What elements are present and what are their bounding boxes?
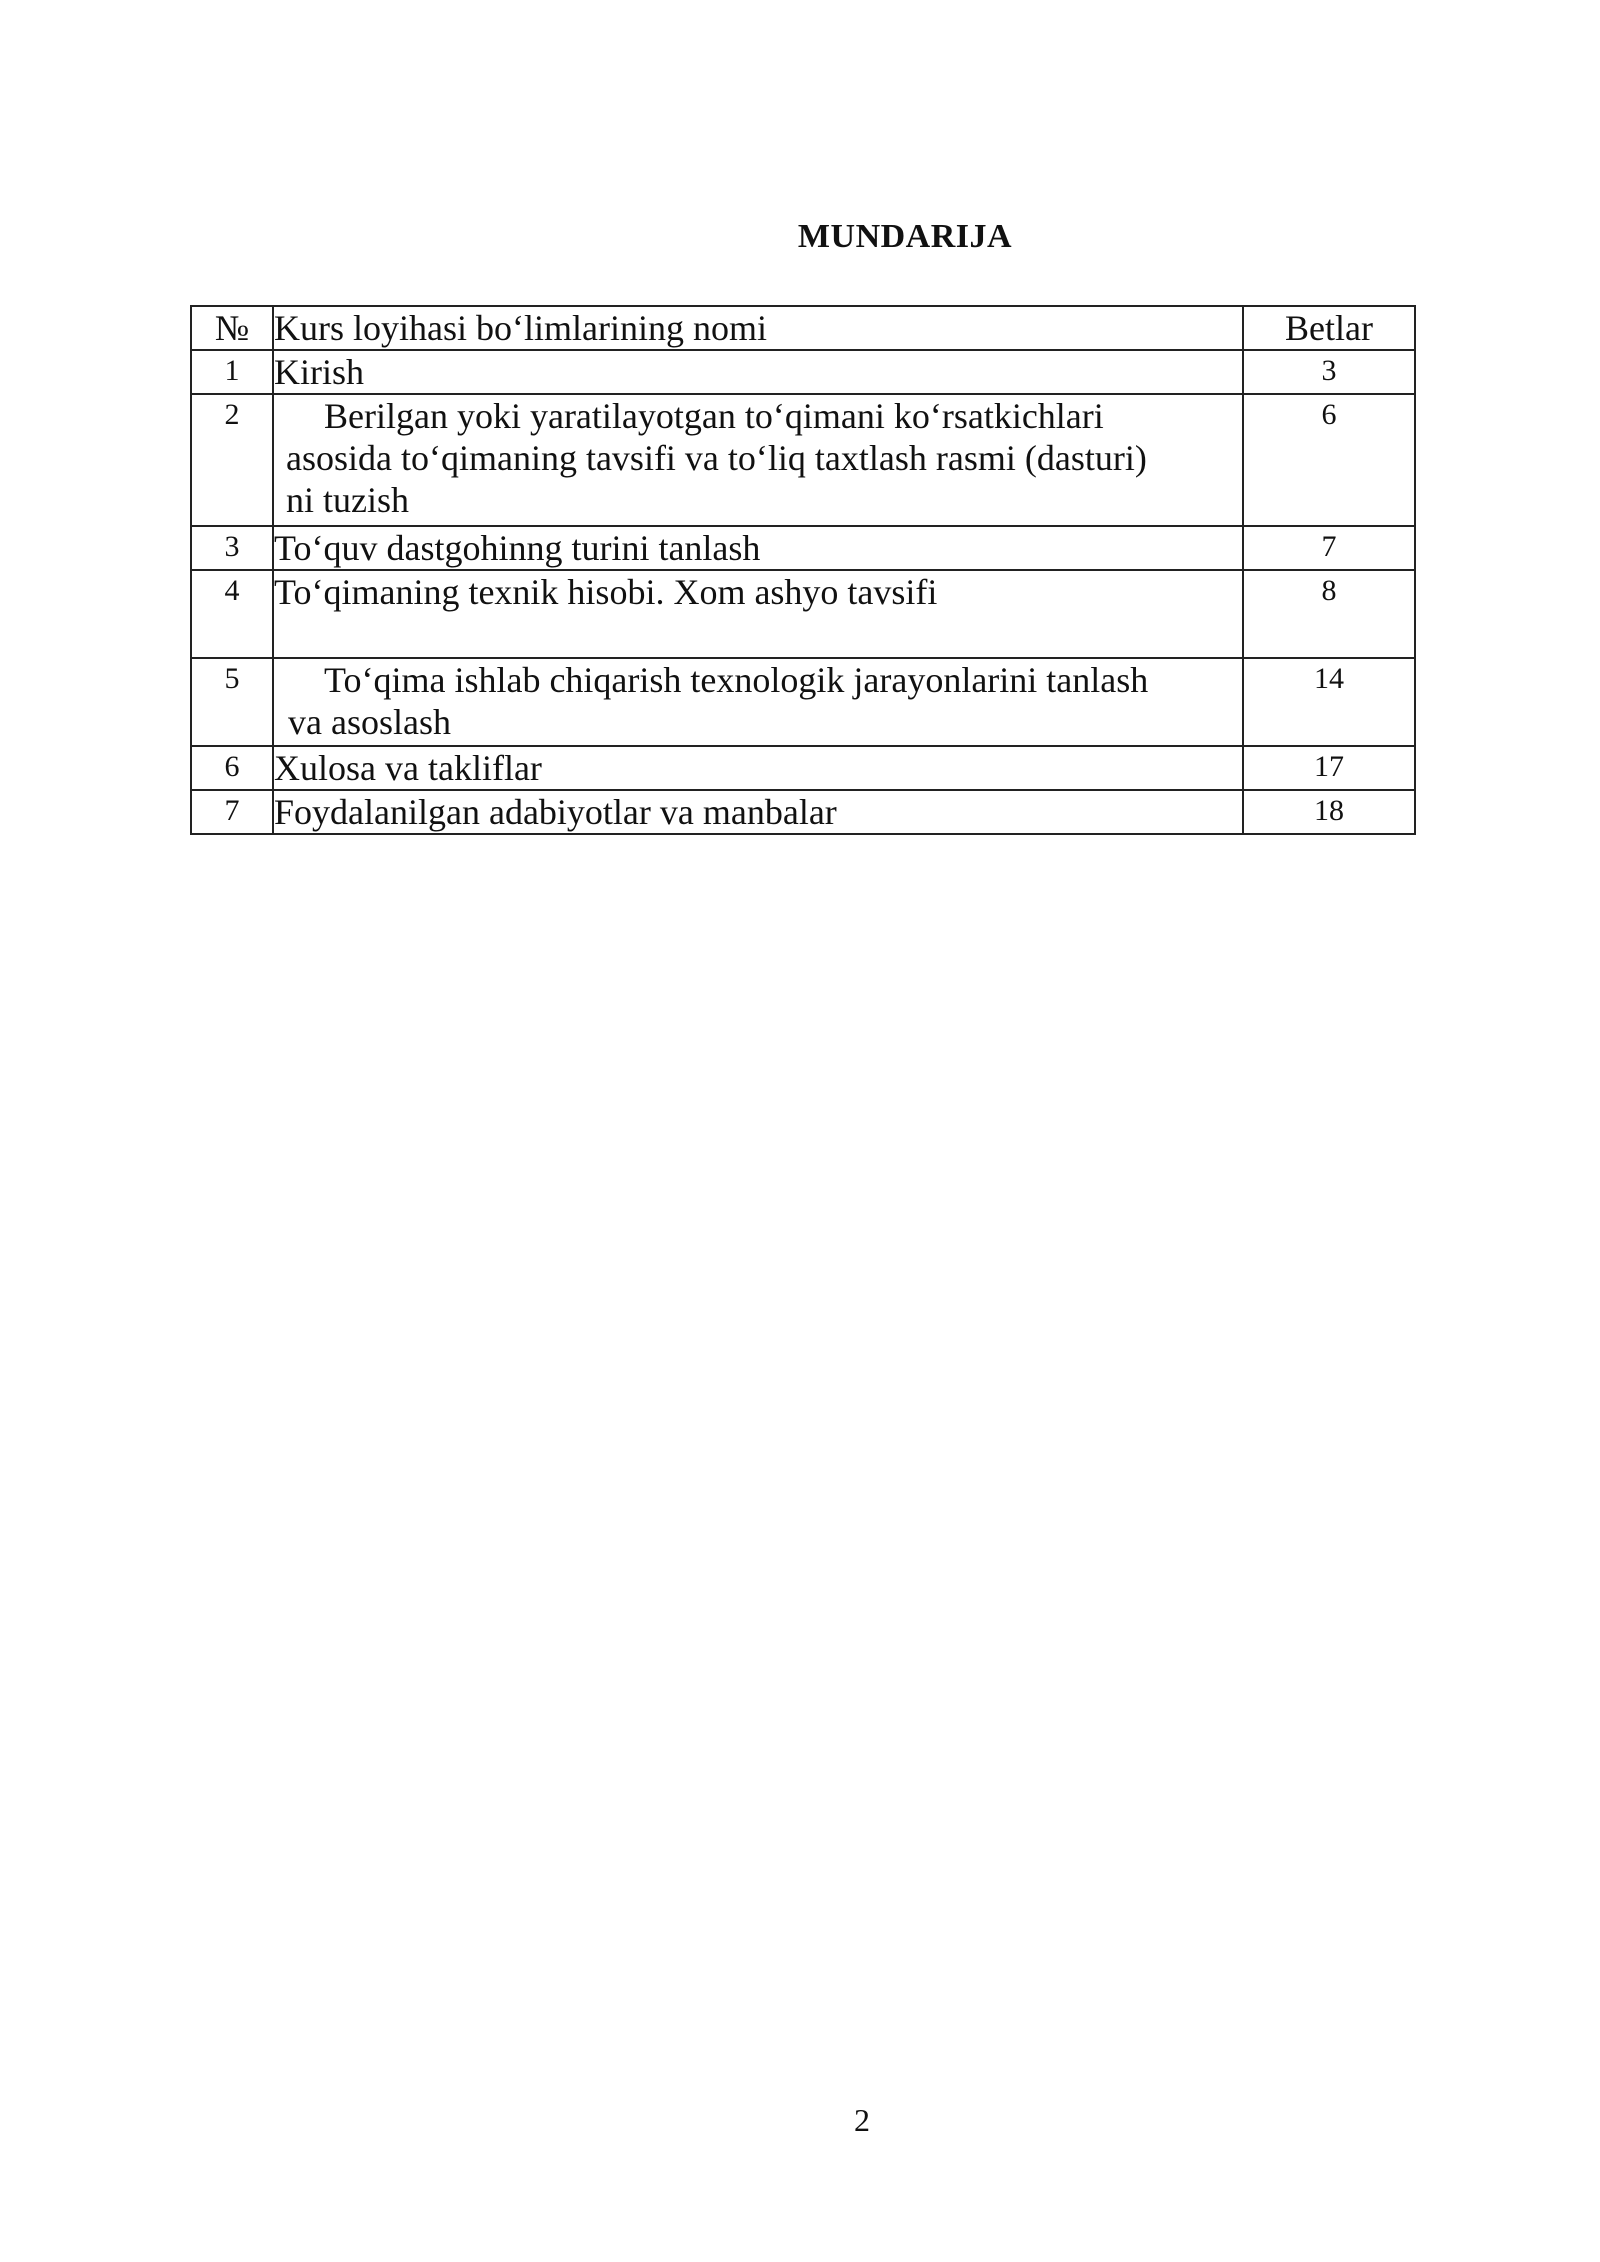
row-page: 14 — [1243, 658, 1415, 746]
table-of-contents — [190, 305, 1416, 835]
row-name — [273, 394, 1243, 526]
row-name-line: va asoslash — [288, 702, 451, 742]
row-number: 7 — [191, 790, 273, 834]
table-row — [191, 394, 1415, 526]
table-row — [191, 526, 1415, 570]
row-page: 7 — [1243, 526, 1415, 570]
row-name-line: To‘qima ishlab chiqarish texnologik jarayonlarini tanlash — [324, 660, 1149, 700]
table-row — [191, 746, 1415, 790]
row-name: Foydalanilgan adabiyotlar va manbalar — [273, 790, 1243, 834]
row-number: 3 — [191, 526, 273, 570]
row-name-line: asosida to‘qimaning tavsifi va to‘liq taxtlash rasmi (dasturi) — [286, 438, 1147, 478]
table-row — [191, 350, 1415, 394]
header-number: № — [191, 306, 273, 350]
row-number: 2 — [191, 394, 273, 526]
page-title: MUNDARIJA — [797, 218, 1013, 255]
row-name: Kirish — [273, 350, 1243, 394]
row-number: 1 — [191, 350, 273, 394]
row-number: 4 — [191, 570, 273, 658]
row-page: 3 — [1243, 350, 1415, 394]
row-number: 6 — [191, 746, 273, 790]
table-header-row — [191, 306, 1415, 350]
table-row — [191, 790, 1415, 834]
row-name-line: Berilgan yoki yaratilayotgan to‘qimani ko‘rsatkichlari — [324, 396, 1104, 436]
header-name: Kurs loyihasi bo‘limlarining nomi — [273, 306, 1243, 350]
row-name-line: ni tuzish — [286, 480, 409, 520]
row-name: Xulosa va takliflar — [273, 746, 1243, 790]
row-page: 17 — [1243, 746, 1415, 790]
row-page: 6 — [1243, 394, 1415, 526]
row-page: 8 — [1243, 570, 1415, 658]
row-name — [273, 658, 1243, 746]
table-row — [191, 658, 1415, 746]
row-name: To‘qimaning texnik hisobi. Xom ashyo tavsifi — [273, 570, 1243, 658]
header-pages: Betlar — [1243, 306, 1415, 350]
row-page: 18 — [1243, 790, 1415, 834]
table-row — [191, 570, 1415, 658]
page-number: 2 — [854, 2102, 870, 2138]
row-number: 5 — [191, 658, 273, 746]
row-name: To‘quv dastgohinng turini tanlash — [273, 526, 1243, 570]
